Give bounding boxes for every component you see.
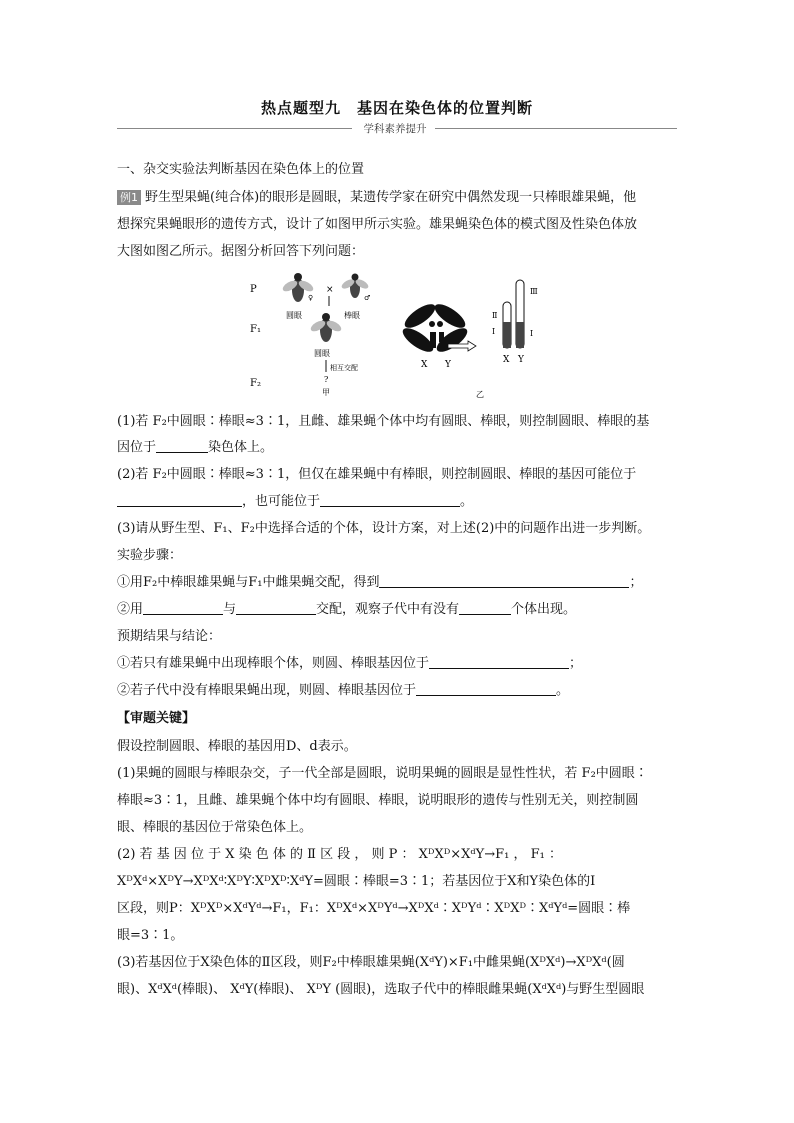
- analysis-p3-b: 眼)、XᵈXᵈ(棒眼)、 XᵈY(棒眼)、 XᴰY (圆眼)，选取子代中的棒眼雌果蝇(XᵈXᵈ)与野生型圆眼: [117, 982, 645, 997]
- expect2-text: ②若子代中没有棒眼果蝇出现，则圆、棒眼基因位于: [117, 683, 417, 698]
- step2-text-d: 个体出现。: [511, 602, 577, 617]
- fly-f1-icon: [309, 313, 343, 342]
- label-f2: F₂: [250, 378, 261, 389]
- label-i-right: Ⅰ: [530, 329, 534, 338]
- q3-line-a: (3)请从野生型、F₁、F₂中选择合适的个体，设计方案，对上述(2)中的问题作出进一步判断。: [117, 521, 651, 536]
- label-ii: Ⅱ: [492, 311, 498, 320]
- expect2-text-end: 。: [556, 683, 570, 698]
- analysis-intro: 假设控制圆眼、棒眼的基因用D、d表示。: [117, 739, 357, 754]
- step2-line: [117, 600, 576, 620]
- expect-label: 预期结果与结论：: [117, 629, 222, 644]
- expect1-text-end: ；: [569, 656, 583, 671]
- subtitle-row: [117, 121, 677, 135]
- label-jia: 甲: [322, 388, 330, 397]
- step2-text-a: ②用: [117, 602, 144, 617]
- example-line-1: [117, 188, 636, 208]
- q1-text-pre: 因位于: [117, 440, 157, 455]
- label-x2: X: [503, 355, 510, 365]
- expect2-answer-blank[interactable]: [416, 681, 556, 696]
- label-f1: F₁: [250, 324, 261, 335]
- analysis-p1-b: 棒眼≈3∶1，且雌、雄果蝇个体中均有圆眼、棒眼，说明眼形的遗传与性别无关，则控制圆: [117, 793, 639, 808]
- analysis-p2-a: (2) 若 基 因 位 于 X 染 色 体 的 Ⅱ 区 段 ， 则 P ： XᴰXᴰ×XᵈY→F₁ ， F₁ ：: [117, 847, 562, 862]
- example-tag: 例1: [117, 190, 141, 205]
- cross-symbol: ×: [326, 285, 334, 295]
- label-y: Y: [445, 360, 451, 370]
- q2-line-b: [117, 492, 473, 512]
- step2-answer-blank-1[interactable]: [143, 600, 223, 615]
- step1-text: ①用F₂中棒眼雄果蝇与F₁中雌果蝇交配，得到: [117, 575, 380, 590]
- label-p: P: [250, 284, 257, 295]
- genetics-figure: [240, 272, 560, 402]
- female-symbol: ♀: [308, 294, 314, 302]
- q1-text-post: 染色体上。: [208, 440, 274, 455]
- label-round2: 圆眼: [314, 349, 330, 358]
- label-y2: Y: [518, 355, 524, 365]
- q1-answer-blank[interactable]: [156, 438, 208, 453]
- step2-answer-blank-2[interactable]: [236, 600, 316, 615]
- analysis-p2-d: 眼=3∶1。: [117, 928, 184, 943]
- q1-line-a: (1)若 F₂中圆眼∶棒眼≈3∶1，且雌、雄果蝇个体中均有圆眼、棒眼，则控制圆眼、棒眼的基: [117, 414, 650, 429]
- step2-text-b: 与: [223, 602, 237, 617]
- example-text-1: 野生型果蝇(纯合体)的眼形是圆眼，某遗传学家在研究中偶然发现一只棒眼雄果蝇，他: [145, 190, 637, 205]
- step2-answer-blank-3[interactable]: [459, 600, 511, 615]
- q2-answer-blank-1[interactable]: [117, 492, 242, 507]
- label-round: 圆眼: [286, 311, 302, 320]
- analysis-p1-c: 眼、棒眼的基因位于常染色体上。: [117, 820, 313, 835]
- q1-line-b: [117, 438, 273, 458]
- analysis-p2-c: 区段，则P：XᴰXᴰ×XᵈYᵈ→F₁，F₁：XᴰXᵈ×XᴰYᵈ→XᴰXᵈ∶XᴰYᵈ∶XᴰXᴰ∶XᵈYᵈ=圆眼∶棒: [117, 901, 631, 916]
- label-x: X: [421, 360, 428, 370]
- expect1-answer-blank[interactable]: [429, 654, 569, 669]
- label-yi: 乙: [476, 390, 484, 399]
- q2-text-mid: ，也可能位于: [242, 494, 321, 509]
- divider-right: [435, 128, 677, 129]
- step2-text-c: 交配，观察子代中有没有: [316, 602, 460, 617]
- analysis-label: 【审题关键】: [117, 711, 196, 726]
- q2-text-end: 。: [460, 494, 474, 509]
- male-symbol: ♂: [364, 294, 371, 302]
- page-title: 热点题型九 基因在染色体的位置判断: [260, 99, 533, 117]
- label-bar: 棒眼: [344, 311, 360, 320]
- expect1-text: ①若只有雄果蝇中出现棒眼个体，则圆、棒眼基因位于: [117, 656, 430, 671]
- analysis-p3-a: (3)若基因位于X染色体的Ⅱ区段，则F₂中棒眼雄果蝇(XᵈY)×F₁中雌果蝇(XᴰXᵈ)→XᴰXᵈ(圆: [117, 955, 625, 970]
- steps-label: 实验步骤：: [117, 548, 183, 563]
- step1-line: [117, 573, 642, 593]
- analysis-p2-b: XᴰXᵈ×XᴰY→XᴰXᵈ∶XᴰY∶XᴰXᴰ∶XᵈY=圆眼∶棒眼=3∶1；若基因位于X和Y染色体的Ⅰ: [117, 874, 596, 889]
- step1-answer-blank[interactable]: [379, 573, 629, 588]
- step1-text-end: ；: [629, 575, 643, 590]
- example-line-3: 大图如图乙所示。据图分析回答下列问题：: [117, 244, 365, 259]
- q2-line-a: (2)若 F₂中圆眼∶棒眼≈3∶1，但仅在雄果蝇中有棒眼，则控制圆眼、棒眼的基因可能位于: [117, 467, 637, 482]
- example-line-2: 想探究果蝇眼形的遗传方式，设计了如图甲所示实验。雄果蝇染色体的模式图及性染色体放: [117, 217, 638, 232]
- label-question: ?: [324, 375, 329, 384]
- label-mating: 相互交配: [330, 364, 358, 372]
- expect2-line: [117, 681, 569, 701]
- subtitle: 学科素养提升: [363, 123, 427, 135]
- label-i-left: Ⅰ: [492, 327, 496, 336]
- divider-left: [117, 128, 352, 129]
- label-iii: Ⅲ: [530, 287, 538, 296]
- expect1-line: [117, 654, 582, 674]
- q2-answer-blank-2[interactable]: [320, 492, 460, 507]
- section-heading: 一、杂交实验法判断基因在染色体上的位置: [117, 162, 365, 177]
- analysis-p1-a: (1)果蝇的圆眼与棒眼杂交，子一代全部是圆眼，说明果蝇的圆眼是显性性状，若 F₂中圆眼∶: [117, 766, 648, 781]
